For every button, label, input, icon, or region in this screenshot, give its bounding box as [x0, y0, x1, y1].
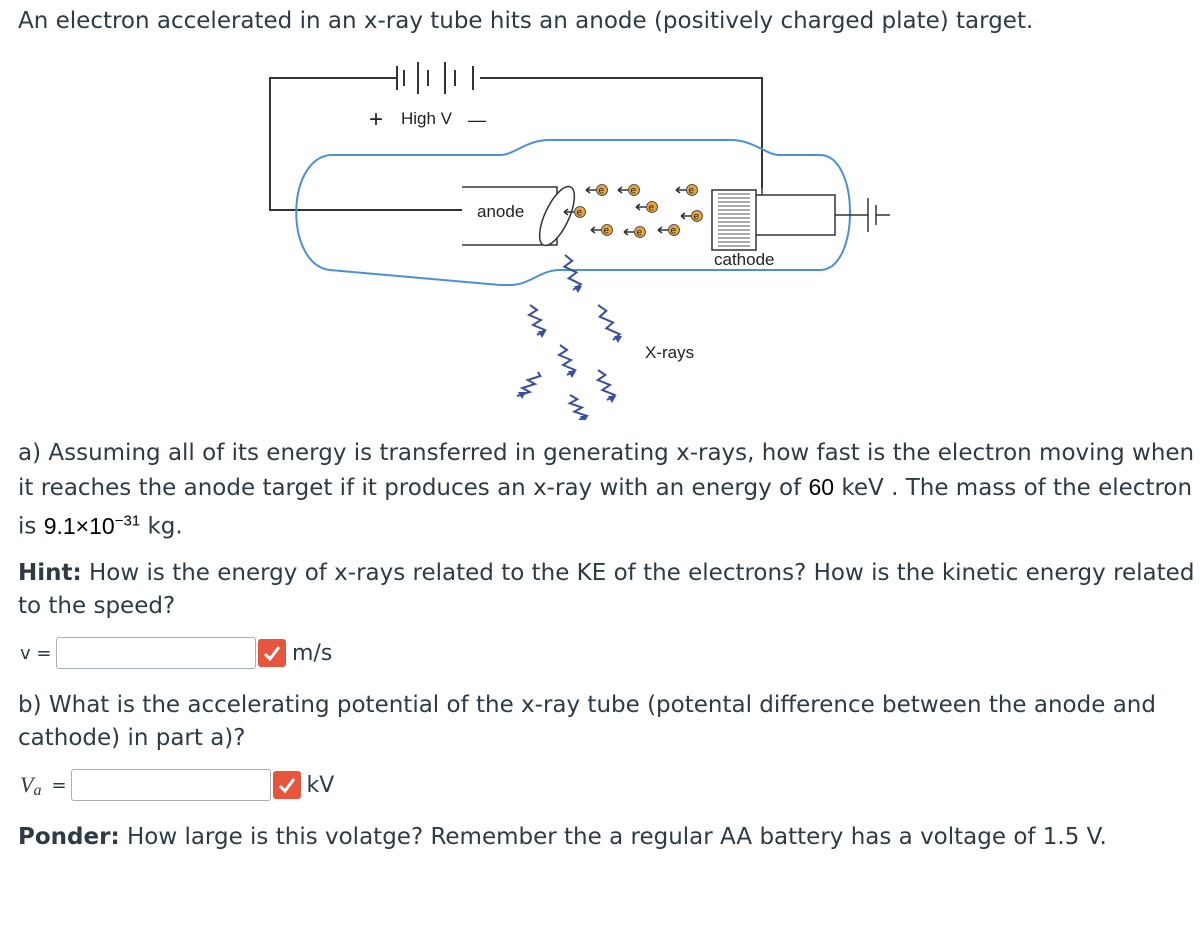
- part-a-line-2-post: keV . The mass of the electron: [841, 475, 1193, 501]
- part-a-line-3-pre: is: [18, 513, 37, 540]
- ponder-line: [18, 820, 1107, 854]
- electron-icon: [658, 225, 680, 237]
- battery-voltage-label: High V: [401, 109, 453, 128]
- xray-wave-icon: [598, 305, 620, 340]
- problem-intro: An electron accelerated in an x-ray tube hits an anode (positively charged plate) target.: [18, 8, 1034, 34]
- mass-value: $9.1\times 10^{-31}$: [43, 512, 141, 539]
- hint-line-1: [18, 556, 1194, 590]
- answer-b-variable: V: [20, 772, 34, 797]
- svg-text:e: e: [670, 225, 677, 237]
- battery-plus-label: +: [369, 106, 384, 133]
- svg-text:e: e: [648, 202, 655, 214]
- xray-wave-icon: [559, 345, 575, 375]
- answer-a-unit: m/s: [292, 640, 333, 666]
- xray-wave-icon: [598, 370, 615, 400]
- svg-text:e: e: [636, 227, 643, 239]
- svg-text:e: e: [693, 211, 700, 223]
- answer-b-subscript: a: [33, 782, 42, 799]
- battery-icon: [397, 62, 473, 94]
- xray-wave-icon: [564, 255, 581, 290]
- hint-line-2: to the speed?: [18, 593, 176, 619]
- electron-icon: [676, 185, 698, 197]
- answer-b-row: [20, 769, 334, 801]
- answer-a-row: [20, 637, 332, 669]
- voltage-input[interactable]: [71, 769, 271, 801]
- electron-beam: [564, 185, 703, 239]
- svg-text:e: e: [576, 207, 583, 219]
- energy-value: 60: [808, 474, 835, 500]
- checkmark-icon: [258, 639, 286, 667]
- electron-icon: [681, 211, 703, 223]
- speed-input[interactable]: [56, 637, 256, 669]
- svg-text:e: e: [688, 185, 695, 197]
- hint-label: Hint:: [18, 560, 82, 586]
- part-b-line-2: cathode) in part a)?: [18, 725, 246, 751]
- electron-icon: [636, 202, 658, 214]
- hint-text-1: How is the energy of x-rays related to the KE of the electrons? How is the kinetic energy related: [89, 560, 1195, 586]
- cathode-coil: [712, 188, 890, 250]
- part-a-line-1: a) Assuming all of its energy is transferred in generating x-rays, how fast is the electron moving when: [18, 440, 1195, 466]
- xray-waves: [517, 255, 622, 420]
- ponder-text: How large is this volatge? Remember the a regular AA battery has a voltage of 1.5 V.: [126, 824, 1107, 850]
- part-a-line-3: [18, 504, 183, 544]
- svg-text:e: e: [598, 185, 605, 197]
- ponder-label: Ponder:: [18, 824, 120, 850]
- xray-wave-icon: [529, 305, 545, 335]
- svg-text:e: e: [603, 225, 610, 237]
- answer-b-unit: kV: [306, 772, 335, 798]
- cathode-label: cathode: [714, 250, 775, 269]
- battery-minus-label: —: [468, 110, 486, 130]
- part-a-line-2-pre: it reaches the anode target if it produces an x-ray with an energy of: [18, 475, 802, 501]
- svg-text:e: e: [630, 185, 637, 197]
- anode-label: anode: [477, 202, 525, 221]
- answer-a-variable: v =: [20, 642, 52, 664]
- xray-arrow-icon: [614, 336, 622, 343]
- electron-icon: [624, 227, 646, 239]
- xray-tube-diagram: [0, 0, 1200, 420]
- mass-unit: kg.: [147, 513, 183, 540]
- checkmark-icon: [273, 771, 301, 799]
- answer-b-equals: =: [51, 774, 67, 796]
- electron-icon: [618, 185, 640, 197]
- electron-icon: [586, 185, 608, 197]
- xrays-label: X-rays: [645, 343, 695, 362]
- part-b-line-1: b) What is the accelerating potential of the x-ray tube (potental difference between the anode and: [18, 692, 1156, 718]
- part-a-line-2: [18, 470, 1192, 505]
- electron-icon: [591, 225, 613, 237]
